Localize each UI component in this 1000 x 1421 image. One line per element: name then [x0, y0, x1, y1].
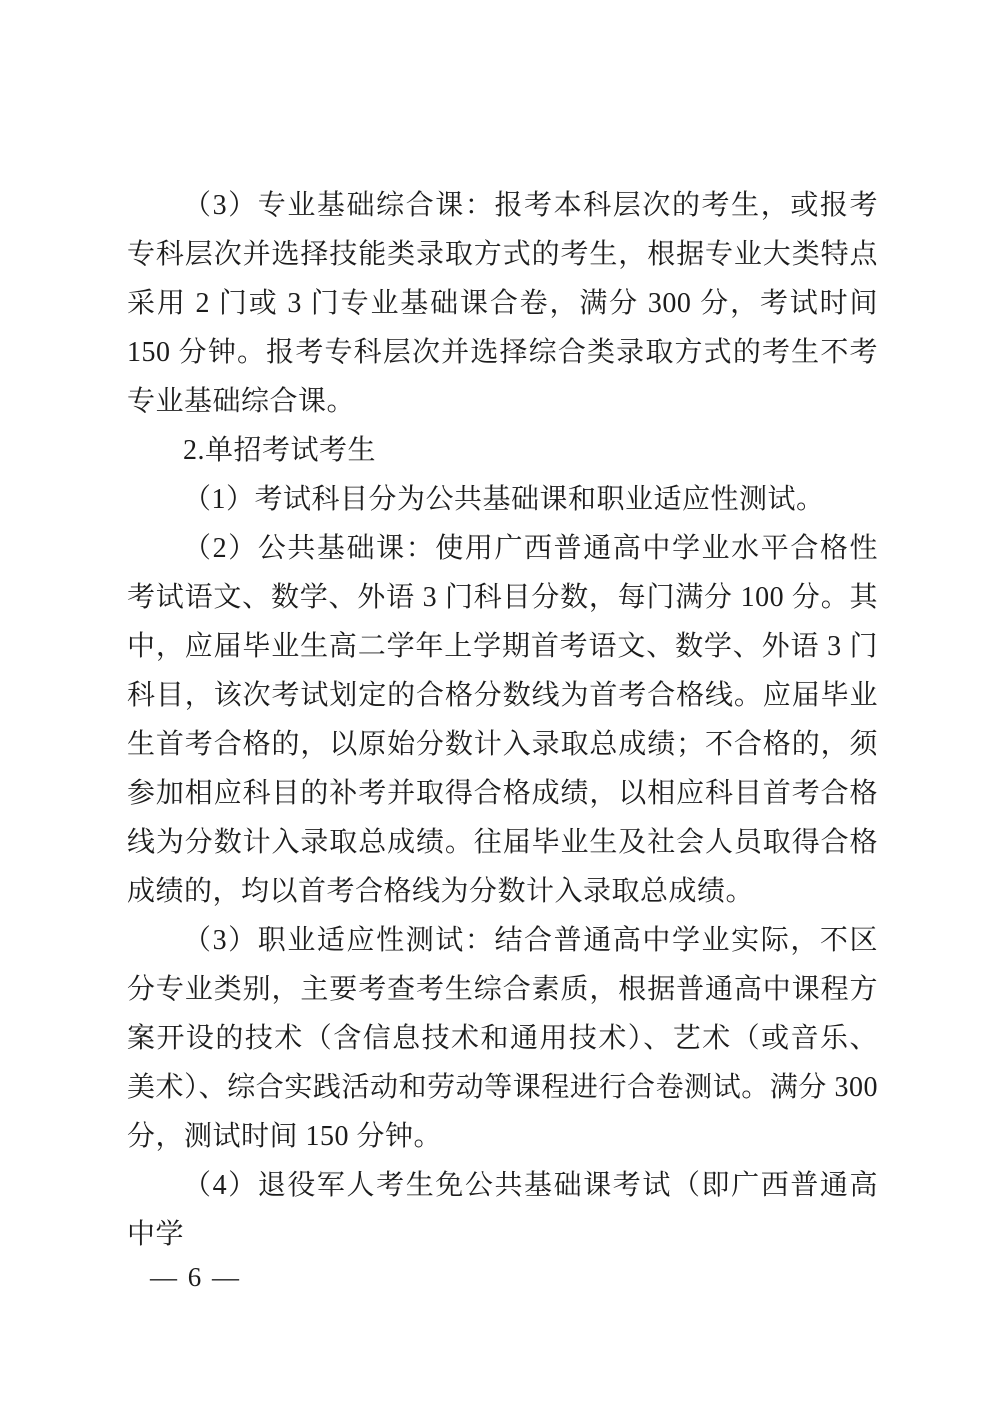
- document-body: [127, 181, 878, 1259]
- section-heading-single-recruitment-exam: 2.单招考试考生: [183, 435, 377, 466]
- paragraph-professional-basic-comprehensive-course: （3）专业基础综合课：报考本科层次的考生，或报考专科层次并选择技能类录取方式的考生，根据专业大类特点采用 2 门或 3 门专业基础课合卷，满分 300 分，考试时间 150 分钟。报考专科层次并选择综合类录取方式的考生不考专业基础综合课。: [127, 190, 878, 417]
- paragraph-exam-subjects: （1）考试科目分为公共基础课和职业适应性测试。: [183, 484, 825, 515]
- paragraph-public-basic-course: （2）公共基础课：使用广西普通高中学业水平合格性考试语文、数学、外语 3 门科目分数，每门满分 100 分。其中，应届毕业生高二学年上学期首考语文、数学、外语 3 门科目，该次考试划定的合格分数线为首考合格线。应届毕业生首考合格的，以原始分数计入录取总成绩；不合格的，须参加相应科目的补考并取得合格成绩，以相应科目首考合格线为分数计入录取总成绩。往届毕业生及社会人员取得合格成绩的，均以首考合格线为分数计入录取总成绩。: [127, 533, 878, 907]
- paragraph-vocational-aptitude-test: （3）职业适应性测试：结合普通高中学业实际，不区分专业类别，主要考查考生综合素质，根据普通高中课程方案开设的技术（含信息技术和通用技术）、艺术（或音乐、美术）、综合实践活动和劳动等课程进行合卷测试。满分 300 分，测试时间 150 分钟。: [127, 925, 878, 1152]
- paragraph-veteran-exemption: （4）退役军人考生免公共基础课考试（即广西普通高中学: [127, 1170, 878, 1250]
- page-number: — 6 —: [150, 1262, 241, 1292]
